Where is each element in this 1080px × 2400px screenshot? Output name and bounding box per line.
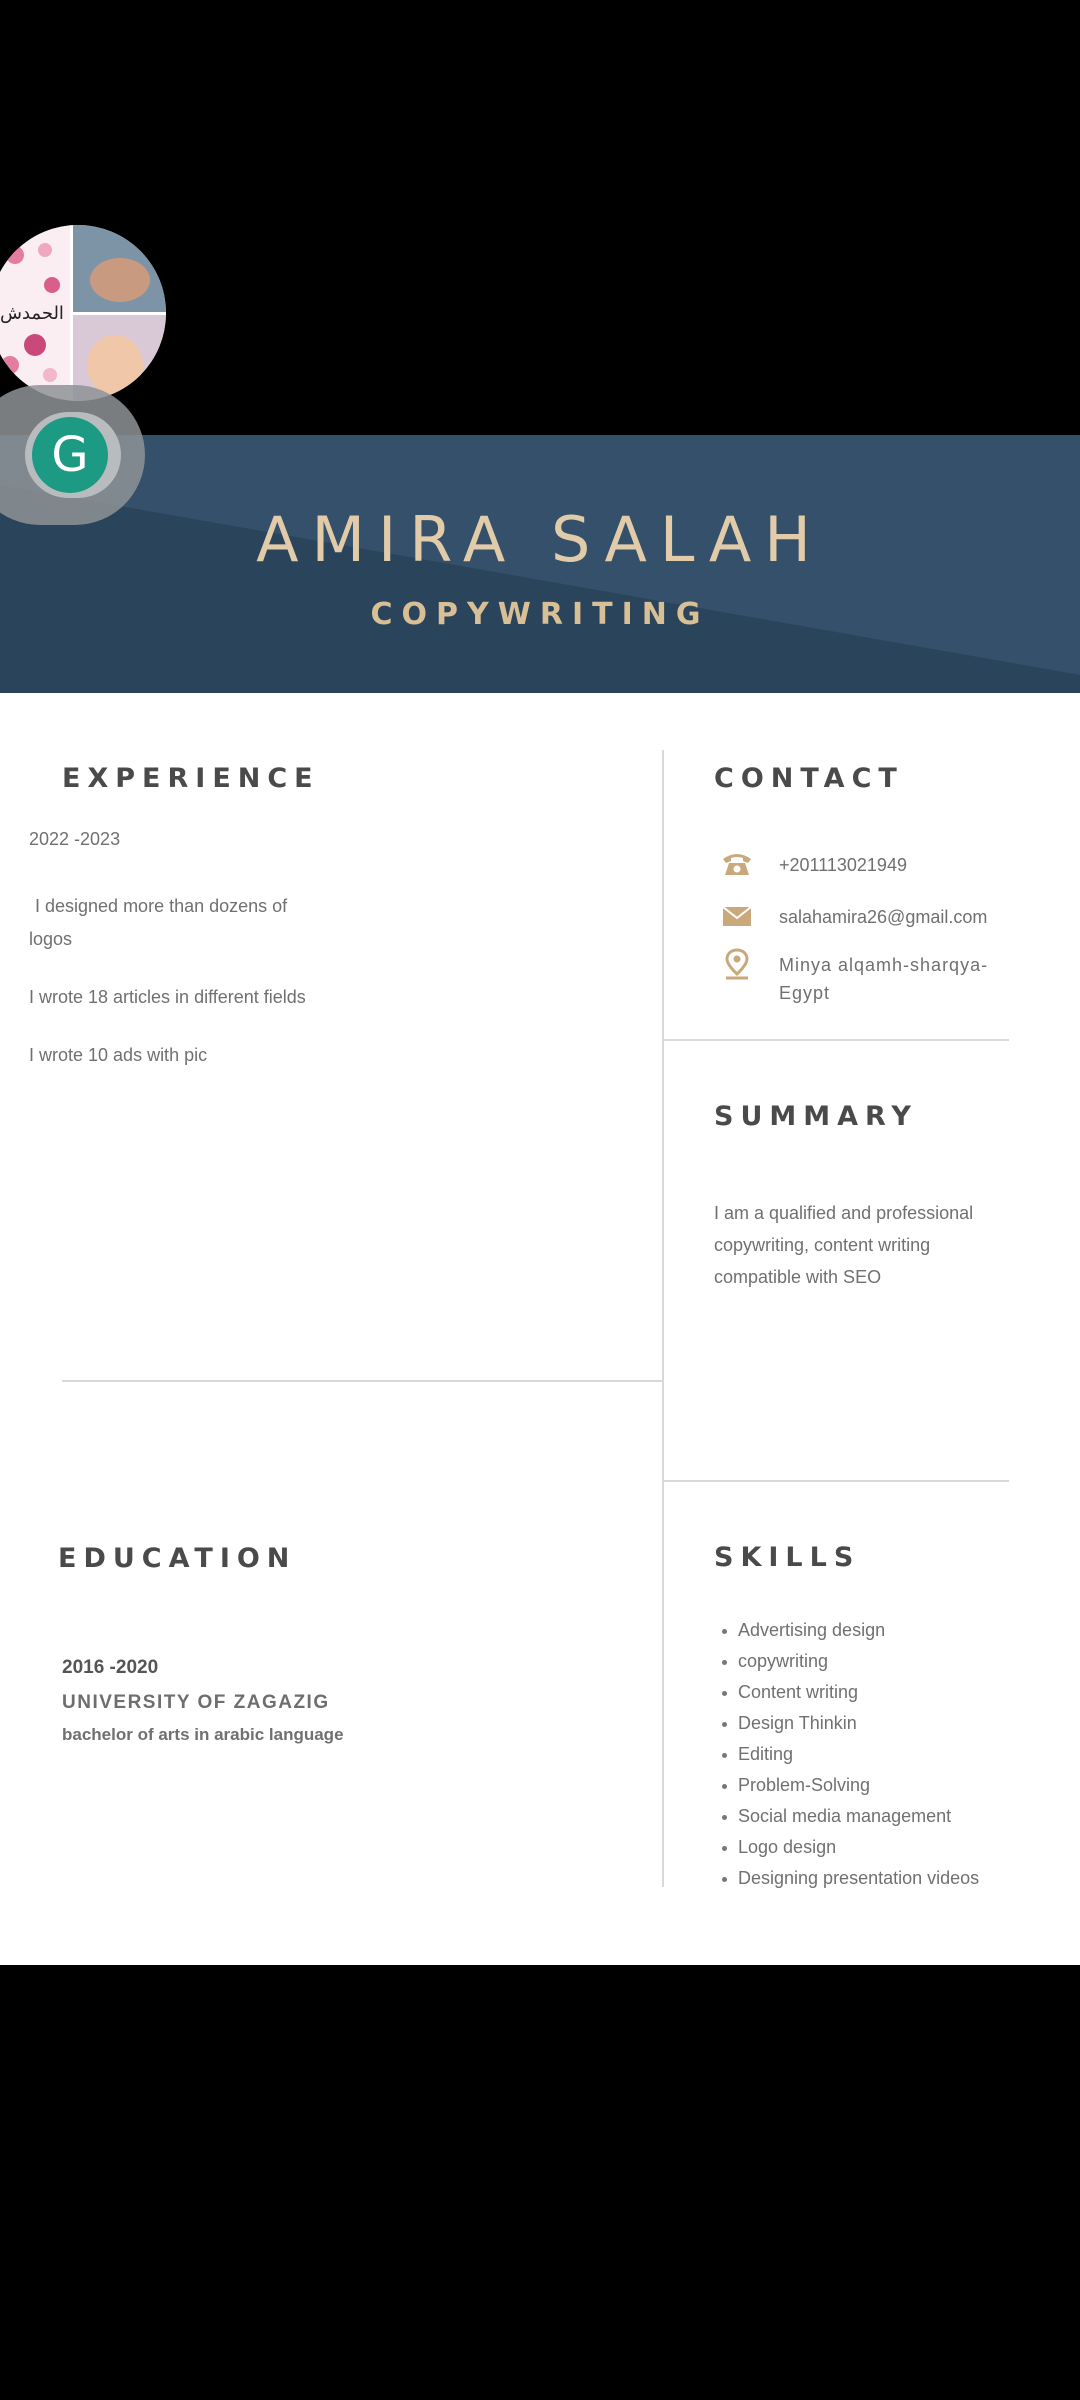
skills-title: SKILLS [714, 1542, 861, 1573]
experience-item: I wrote 18 articles in different fields [29, 987, 306, 1007]
phone-icon [720, 847, 754, 881]
column-divider [662, 750, 664, 1887]
address-line: Minya alqamh-sharqya- [779, 955, 989, 975]
chat-head-bubble[interactable] [0, 225, 166, 401]
address-text [779, 951, 999, 1007]
contact-divider [664, 1039, 1009, 1041]
summary-line: I am a qualified and professional [714, 1203, 974, 1223]
phone-number[interactable]: +201113021949 [779, 855, 907, 875]
summary-line: copywriting, content writing [714, 1235, 931, 1255]
summary-line: compatible with SEO [714, 1267, 882, 1287]
education-university: UNIVERSITY OF ZAGAZIG [62, 1692, 330, 1713]
header-banner [0, 435, 1080, 693]
skill-item: Advertising design [720, 1615, 979, 1646]
envelope-icon [720, 899, 754, 933]
resume-document [0, 435, 1080, 1965]
education-title: EDUCATION [58, 1543, 297, 1574]
skill-item: Problem-Solving [720, 1770, 979, 1801]
skill-item: Designing presentation videos [720, 1863, 979, 1894]
skill-item: Editing [720, 1739, 979, 1770]
summary-divider [664, 1480, 1009, 1482]
summary-title: SUMMARY [714, 1101, 918, 1132]
skill-item: Logo design [720, 1832, 979, 1863]
contact-title: CONTACT [714, 763, 904, 794]
chat-head-text: الحمدش [0, 303, 64, 324]
experience-divider [62, 1380, 664, 1382]
skill-item: Content writing [720, 1677, 979, 1708]
location-pin-icon [720, 947, 754, 981]
skill-item: Social media management [720, 1801, 979, 1832]
experience-title: EXPERIENCE [62, 763, 320, 794]
address-line: Egypt [779, 983, 831, 1003]
skills-list [720, 1615, 979, 1894]
experience-item: I wrote 10 ads with pic [29, 1045, 208, 1065]
email-address[interactable]: salahamira26@gmail.com [779, 907, 988, 927]
experience-period: 2022 -2023 [29, 829, 121, 849]
skill-item: copywriting [720, 1646, 979, 1677]
education-degree: bachelor of arts in arabic language [62, 1725, 344, 1744]
grammarly-icon[interactable]: G [32, 417, 108, 493]
candidate-name: AMIRA SALAH [256, 503, 824, 576]
skill-item: Design Thinkin [720, 1708, 979, 1739]
education-years: 2016 -2020 [62, 1657, 159, 1678]
experience-item: logos [29, 929, 73, 949]
candidate-role: COPYWRITING [370, 597, 710, 632]
experience-item: I designed more than dozens of [35, 896, 288, 916]
